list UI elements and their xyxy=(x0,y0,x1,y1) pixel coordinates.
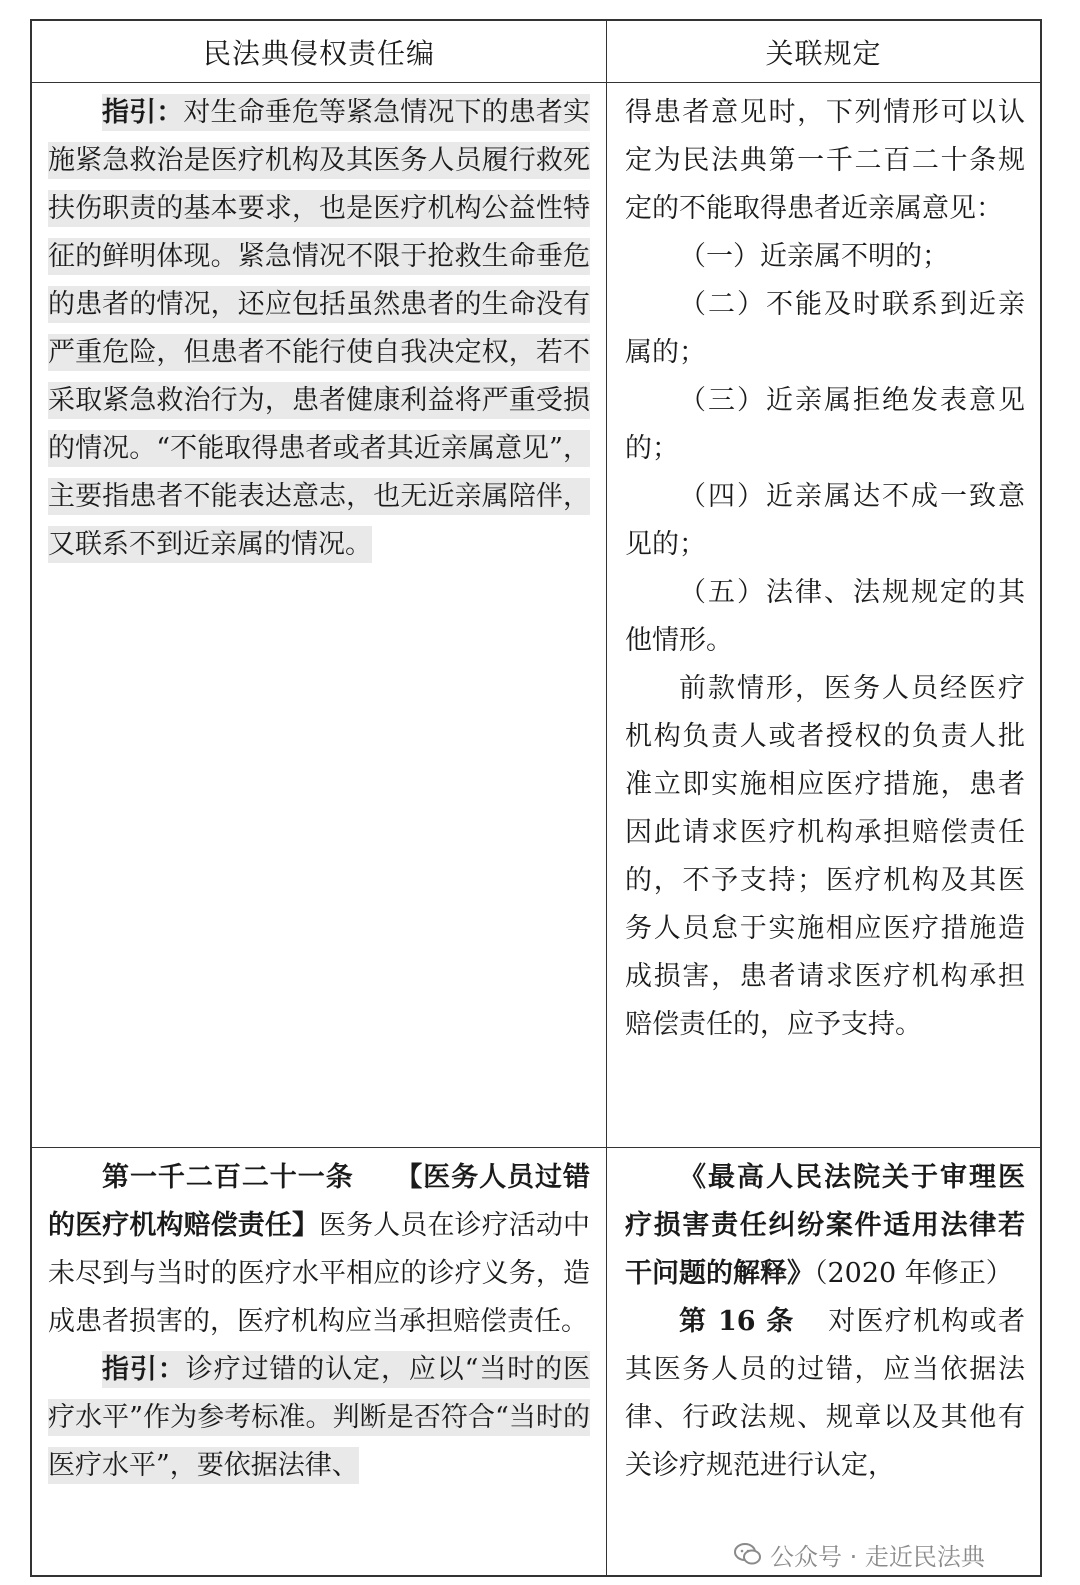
article-text: 医务人员在诊疗活动中未尽到与当时的医疗水平相应的诊疗义务，造成患者损害的，医疗机构应当承担赔偿责任。 xyxy=(48,1210,591,1337)
interpretation-article-text: 对医疗机构或者其医务人员的过错，应当依据法律、行政法规、规章以及其他有关诊疗规范进行认定， xyxy=(625,1306,1026,1481)
guide-text: 对生命垂危等紧急情况下的患者实施紧急救治是医疗机构及其医务人员履行救死扶伤职责的基本要求，也是医疗机构公益性特征的鲜明体现。紧急情况不限于抢救生命垂危的患者的情况，还应包括虽然患者的生命没有严重危险，但患者不能行使自我决定权，若不采取紧急救治行为，患者健康利益将严重受损的情况。“不能取得患者或者其近亲属意见”，主要指患者不能表达意志，也无近亲属陪伴，又联系不到近亲属的情况。 xyxy=(48,97,591,560)
header-divider xyxy=(30,82,1042,83)
provision-lead: 得患者意见时，下列情形可以认定为民法典第一千二百二十条规定的不能取得患者近亲属意见： xyxy=(625,97,1025,224)
guide-label: 指引： xyxy=(102,97,184,128)
provision-item: （四）近亲属达不成一致意见的； xyxy=(625,481,1025,560)
interpretation-article xyxy=(625,1298,1025,1490)
column-divider xyxy=(606,19,607,1577)
interpretation-article-no: 第 16 条 xyxy=(679,1306,795,1337)
row2-right-cell xyxy=(625,1154,1025,1490)
provision-item: （二）不能及时联系到近亲属的； xyxy=(625,289,1025,368)
watermark-text: 公众号 · 走近民法典 xyxy=(770,1542,985,1571)
header-related-provisions: 关联规定 xyxy=(765,36,882,70)
row1-left-cell xyxy=(48,89,590,569)
row-divider xyxy=(30,1147,1042,1148)
provision-paragraph: 前款情形，医务人员经医疗机构负责人或者授权的负责人批准立即实施相应医疗措施，患者因此请求医疗机构承担赔偿责任的，不予支持；医疗机构及其医务人员怠于实施相应医疗措施造成损害，患者请求医疗机构承担赔偿责任的，应予支持。 xyxy=(625,673,1025,1040)
interpretation-title-paragraph xyxy=(625,1154,1025,1298)
provision-item: （一）近亲属不明的； xyxy=(679,241,949,272)
article-paragraph xyxy=(48,1154,590,1346)
watermark xyxy=(728,1534,991,1574)
interpretation-year: （2020 年修正） xyxy=(814,1258,1013,1289)
header-civil-code: 民法典侵权责任编 xyxy=(202,36,435,70)
article-heading: 【医务人员过错的医疗机构赔偿责任】 xyxy=(48,1162,590,1241)
guide-paragraph xyxy=(48,89,590,569)
article-title: 第一千二百二十一条 xyxy=(102,1162,354,1193)
guide-label: 指引： xyxy=(102,1354,186,1385)
row1-right-cell xyxy=(625,89,1025,1049)
guide-paragraph xyxy=(48,1346,590,1490)
provision-item: （三）近亲属拒绝发表意见的； xyxy=(625,385,1025,464)
guide-text: 诊疗过错的认定，应以“当时的医疗水平”作为参考标准。判断是否符合“当时的医疗水平”，要依据法律、 xyxy=(48,1354,590,1481)
provision-item: （五）法律、法规规定的其他情形。 xyxy=(625,577,1025,656)
wechat-icon xyxy=(734,1543,762,1565)
row2-left-cell xyxy=(48,1154,590,1490)
interpretation-title: 《最高人民法院关于审理医疗损害责任纠纷案件适用法律若干问题的解释》 xyxy=(625,1162,1025,1289)
